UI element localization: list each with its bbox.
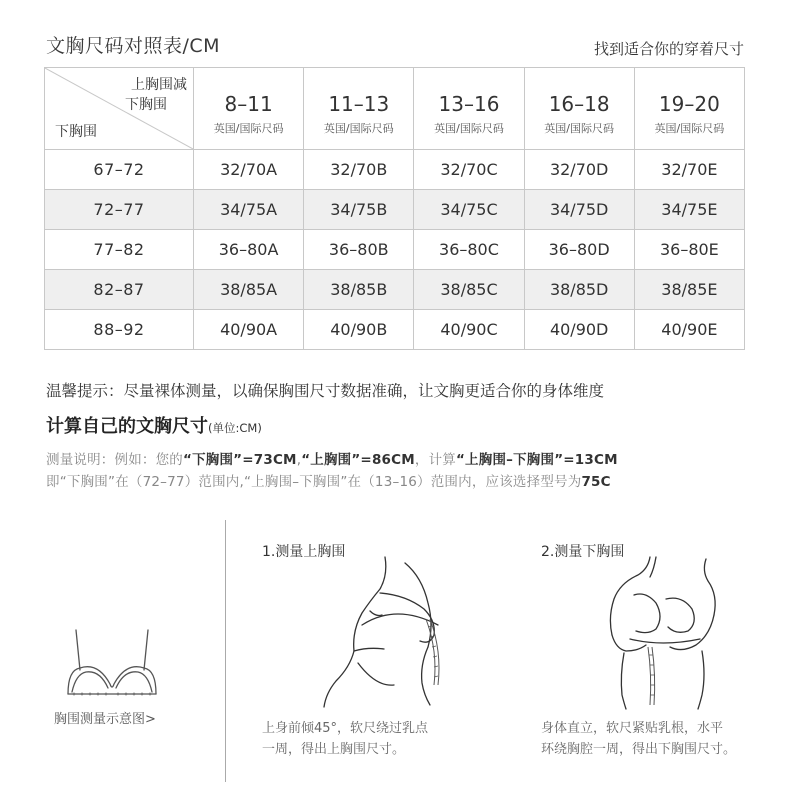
size-chart-table (44, 67, 745, 350)
band-cell: 88–92 (45, 310, 194, 350)
step1-desc-line1: 上身前倾45°，软尺绕过乳点 (262, 721, 429, 736)
column-header (194, 68, 304, 150)
cup-range: 16–18 (548, 91, 610, 116)
vertical-divider (225, 520, 226, 782)
corner-top-label (125, 75, 187, 115)
corner-bottom-label: 下胸围 (55, 124, 97, 140)
size-cell: 38/85D (524, 270, 634, 310)
size-cell: 32/70B (304, 150, 414, 190)
text-segment: 即“下胸围”在（72–77）范围内,“上胸围–下胸围”在（13–16）范围内，应该选择型号为 (46, 474, 582, 490)
page-subtitle: 找到适合你的穿着尺寸 (593, 40, 744, 58)
cup-range: 19–20 (658, 91, 720, 116)
cup-range: 8–11 (224, 91, 273, 116)
size-cell: 40/90B (304, 310, 414, 350)
highlight-segment: “上胸围–下胸围”=13CM (455, 452, 618, 468)
size-cell: 40/90D (524, 310, 634, 350)
size-standard: 英国/国际尺码 (213, 121, 284, 135)
size-cell: 32/70D (524, 150, 634, 190)
size-cell: 32/70C (414, 150, 524, 190)
size-cell: 34/75B (304, 190, 414, 230)
column-header (524, 68, 634, 150)
bra-diagram-link[interactable]: 胸围测量示意图> (54, 712, 156, 727)
column-header (414, 68, 524, 150)
column-header (634, 68, 744, 150)
size-cell: 38/85B (304, 270, 414, 310)
size-cell: 40/90C (414, 310, 524, 350)
size-standard: 英国/国际尺码 (654, 121, 725, 135)
table-header-row (45, 68, 745, 150)
calc-example-line2 (46, 470, 611, 490)
text-segment: 测量说明：例如：您的 (46, 452, 183, 468)
table-row (45, 150, 745, 190)
table-row (45, 190, 745, 230)
size-standard: 英国/国际尺码 (434, 121, 504, 135)
size-cell: 36–80B (304, 230, 414, 270)
size-cell: 32/70A (194, 150, 304, 190)
step2-description (541, 718, 736, 760)
corner-top-line1: 上胸围减 (131, 77, 187, 93)
step1-description (262, 718, 428, 760)
cup-range: 13–16 (438, 91, 500, 116)
size-cell: 36–80E (634, 230, 744, 270)
highlight-segment: 75C (581, 474, 611, 490)
size-cell: 36–80C (414, 230, 524, 270)
size-standard: 英国/国际尺码 (544, 121, 615, 135)
size-cell: 38/85C (414, 270, 524, 310)
table-row (45, 310, 745, 350)
band-cell: 77–82 (45, 230, 194, 270)
size-cell: 40/90A (194, 310, 304, 350)
corner-top-line2: 下胸围 (125, 97, 167, 113)
size-cell: 34/75C (414, 190, 524, 230)
highlight-segment: “下胸围”=73CM (183, 452, 297, 468)
band-cell: 67–72 (45, 150, 194, 190)
calc-example-line1 (46, 448, 618, 468)
measurement-tip: 温馨提示：尽量裸体测量，以确保胸围尺寸数据准确，让文胸更适合你的身体维度 (46, 382, 605, 400)
step1-desc-line2: 一周，得出上胸围尺寸。 (262, 742, 406, 757)
calc-title: 计算自己的文胸尺寸 (46, 416, 208, 437)
step2-desc-line2: 环绕胸腔一周，得出下胸围尺寸。 (541, 742, 737, 757)
size-cell: 34/75D (524, 190, 634, 230)
size-cell: 36–80D (524, 230, 634, 270)
upper-bust-measure-illustration (310, 555, 470, 710)
size-cell: 40/90E (634, 310, 744, 350)
calc-heading (46, 412, 262, 438)
bra-illustration (62, 628, 162, 698)
under-bust-measure-illustration (590, 555, 740, 710)
size-cell: 32/70E (634, 150, 744, 190)
size-cell: 38/85E (634, 270, 744, 310)
step1-title: 1.测量上胸围 (262, 544, 346, 560)
highlight-segment: “上胸围”=86CM (301, 452, 415, 468)
band-cell: 82–87 (45, 270, 194, 310)
size-cell: 38/85A (194, 270, 304, 310)
table-corner-cell (45, 68, 194, 150)
calc-unit: (单位:CM) (208, 421, 262, 435)
table-row (45, 230, 745, 270)
size-cell: 34/75A (194, 190, 304, 230)
size-cell: 34/75E (634, 190, 744, 230)
text-segment: ，计算 (414, 452, 456, 468)
page-title: 文胸尺码对照表/CM (46, 35, 221, 57)
size-standard: 英国/国际尺码 (323, 121, 394, 135)
step2-title: 2.测量下胸围 (541, 544, 625, 560)
step2-desc-line1: 身体直立，软尺紧贴乳根，水平 (541, 721, 724, 736)
text-segment: , (296, 452, 302, 468)
cup-range: 11–13 (328, 91, 390, 116)
column-header (304, 68, 414, 150)
table-row (45, 270, 745, 310)
band-cell: 72–77 (45, 190, 194, 230)
size-cell: 36–80A (194, 230, 304, 270)
